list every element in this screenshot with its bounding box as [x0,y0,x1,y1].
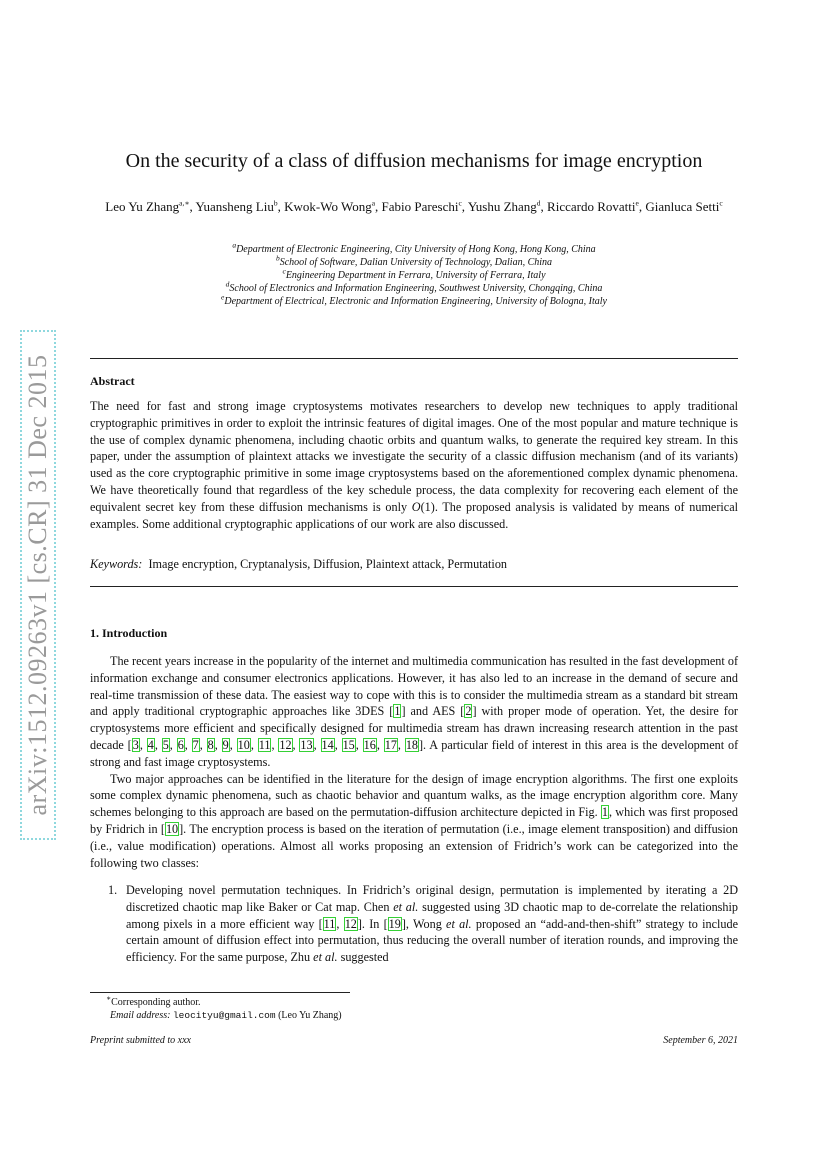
author-affiliation-mark: a,∗ [179,198,190,208]
intro-body [90,653,738,871]
citation-link[interactable]: 18 [405,737,418,752]
keywords-list: Image encryption, Cryptanalysis, Diffusion, Plaintext attack, Permutation [148,557,508,571]
footer-right: September 6, 2021 [663,1035,738,1046]
author-name: , Kwok-Wo Wong [277,199,372,214]
footnote-rule [90,992,350,993]
affiliation-line: $^d$School of Electronics and Information Engineering, Southwest University, Chongqing, China [225,279,603,295]
keywords [90,556,738,573]
citation-link[interactable]: 2 [465,704,472,719]
citation-link[interactable]: 6 [177,737,184,752]
figure-reference-link[interactable]: 1 [601,805,609,820]
paper-title: On the security of a class of diffusion mechanisms for image encryption [125,150,703,172]
intro-paragraph-2: Two major approaches can be identified in the literature for the design of image encryption algorithms. The first one exploits some complex dynamic phenomena, such as chaotic behavior and quantum walks, as the image encryption algorithm core. Many schemes belonging to this approach are based on the permutation-diffusion architecture depicted in Fig. 1, which was first proposed by Fridrich in [10]. The encryption process is based on the iteration of permutation (i.e., image element transposition) and diffusion (i.e., value modification) operations. Almost all works proposing an extension of Fridrich’s work can be categorized into the following two classes: [90,771,739,870]
author-name: , Gianluca Setti [638,199,720,214]
citation-link[interactable]: 5 [162,737,169,752]
footnote [90,993,490,1022]
author-affiliation-mark: c [719,198,723,208]
citation-link[interactable]: 9 [222,737,229,752]
citation-link[interactable]: 8 [207,737,214,752]
affiliation-line: $^b$School of Software, Dalian University of Technology, Dalian, China [275,253,553,269]
intro-paragraph-1: The recent years increase in the popularity of the internet and multimedia communication has resulted in the fast development of information exchange and consumer electronics applications. However, it has also led to an increase in the demand of secure and real-time transmission of these data. The easiest way to cope with this is to consider the multimedia stream as a standard bit stream and apply traditional cryptographic approaches like 3DES [1] and AES [2] with proper mode of operation. Yet, the desire for cryptosystems more efficient and specifically designed for multimedia stream has drawn increasing research attention in the past decade [3, 4, 5, 6, 7, 8, 9, 10, 11, 12, 13, 14, 15, 16, 17, 18]. A particular field of interest in this area is the development of strong and fast image cryptosystems. [90,654,739,769]
citation-link[interactable]: 1 [394,704,401,719]
footer-left: Preprint submitted to xxx [90,1035,191,1046]
author-affiliation-mark: e [635,198,639,208]
author-list [90,198,738,216]
citation-link[interactable]: 19 [388,916,401,931]
citation-link[interactable]: 15 [342,737,355,752]
citation-link[interactable]: 7 [192,737,199,752]
author-name: , Yuansheng Liu [189,199,274,214]
email-address[interactable]: leocityu@gmail.com [172,1010,276,1021]
author-name: , Yushu Zhang [461,199,537,214]
list-item [108,882,738,966]
email-name: (Leo Yu Zhang) [278,1010,342,1021]
abstract-bottom-rule [90,586,738,587]
author-affiliation-mark: c [458,198,462,208]
arxiv-sidebar-stamp[interactable] [20,330,56,840]
citation-link[interactable]: 14 [321,737,334,752]
section-heading-introduction: 1. Introduction [90,626,168,640]
citation-link[interactable]: 17 [384,737,397,752]
abstract-top-rule [90,358,738,359]
citation-link[interactable]: 3 [132,737,139,752]
abstract-body: The need for fast and strong image cryptosystems motivates researchers to develop new techniques to apply traditional cryptographic primitives in order to exploit the intrinsic features of digital images. One of the most popular and mature technique is the use of complex dynamic phenomena, including chaotic orbits and quantum walks, to generate the required key stream. In this paper, under the assumption of plaintext attacks we investigate the security of a classic diffusion mechanism (and of its variants) used as the core cryptographic primitive in some image cryptosystems based on the aforementioned complex dynamic phenomena. We have theoretically found that regardless of the key schedule process, the data complexity for recovering each element of the equivalent secret key from these diffusion mechanisms is only O(1). The proposed analysis is validated by means of numerical examples. Some additional cryptographic applications of our work are also discussed. [90,399,738,531]
abstract-heading: Abstract [90,374,135,388]
citation-link[interactable]: 13 [300,737,313,752]
author-affiliation-mark: d [536,198,541,208]
citation-link[interactable]: 4 [147,737,154,752]
author-affiliation-mark: a [371,198,376,208]
author-name: , Fabio Pareschi [375,199,459,214]
affiliation-line: $^c$Engineering Department in Ferrara, University of Ferrara, Italy [282,266,546,282]
citation-link[interactable]: 16 [363,737,376,752]
affiliation-line: $^a$Department of Electronic Engineering, City University of Hong Kong, Hong Kong, China [232,240,596,255]
citation-link[interactable]: 11 [258,737,271,752]
email-label: Email address: [110,1010,171,1021]
affiliations [90,240,738,308]
citation-link[interactable]: 11 [323,916,336,931]
author-affiliation-mark: b [273,198,278,208]
citation-group: 3, 4, 5, 6, 7, 8, 9, 10, 11, 12, 13, 14, 15, 16, 17, 18 [132,737,418,752]
list-number: 1. [108,883,118,897]
citation-link[interactable]: 12 [344,916,357,931]
footnote-mark: ∗ [106,993,112,1003]
citation-link[interactable]: 10 [237,737,250,752]
footnote-text: Corresponding author. [111,997,201,1008]
author-name: , Riccardo Rovatti [540,199,636,214]
affiliation-line: $^e$Department of Electrical, Electronic and Information Engineering, University of Bologna, Italy [221,293,607,308]
arxiv-identifier[interactable]: arXiv:1512.09263v1 [cs.CR] 31 Dec 2015 [23,354,52,816]
list-item-text: Developing novel permutation techniques. In Fridrich’s original design, permutation is implemented by iterating a 2D discretized chaotic map like Baker or Cat map. Chen et al. suggested using 3D chaotic map to de-correlate the relationship among pixels in a more efficient way [11, 12]. In [19], Wong et al. proposed an “add-and-then-shift” strategy to include certain amount of diffusion effect into permutation, thus reducing the overall number of iteration rounds, and improving the efficiency. For the same purpose, Zhu et al. suggested [126,883,739,965]
author-name: Leo Yu Zhang [105,199,180,214]
keywords-label: Keywords: [90,557,143,571]
citation-link[interactable]: 10 [165,821,179,836]
citation-link[interactable]: 12 [279,737,292,752]
